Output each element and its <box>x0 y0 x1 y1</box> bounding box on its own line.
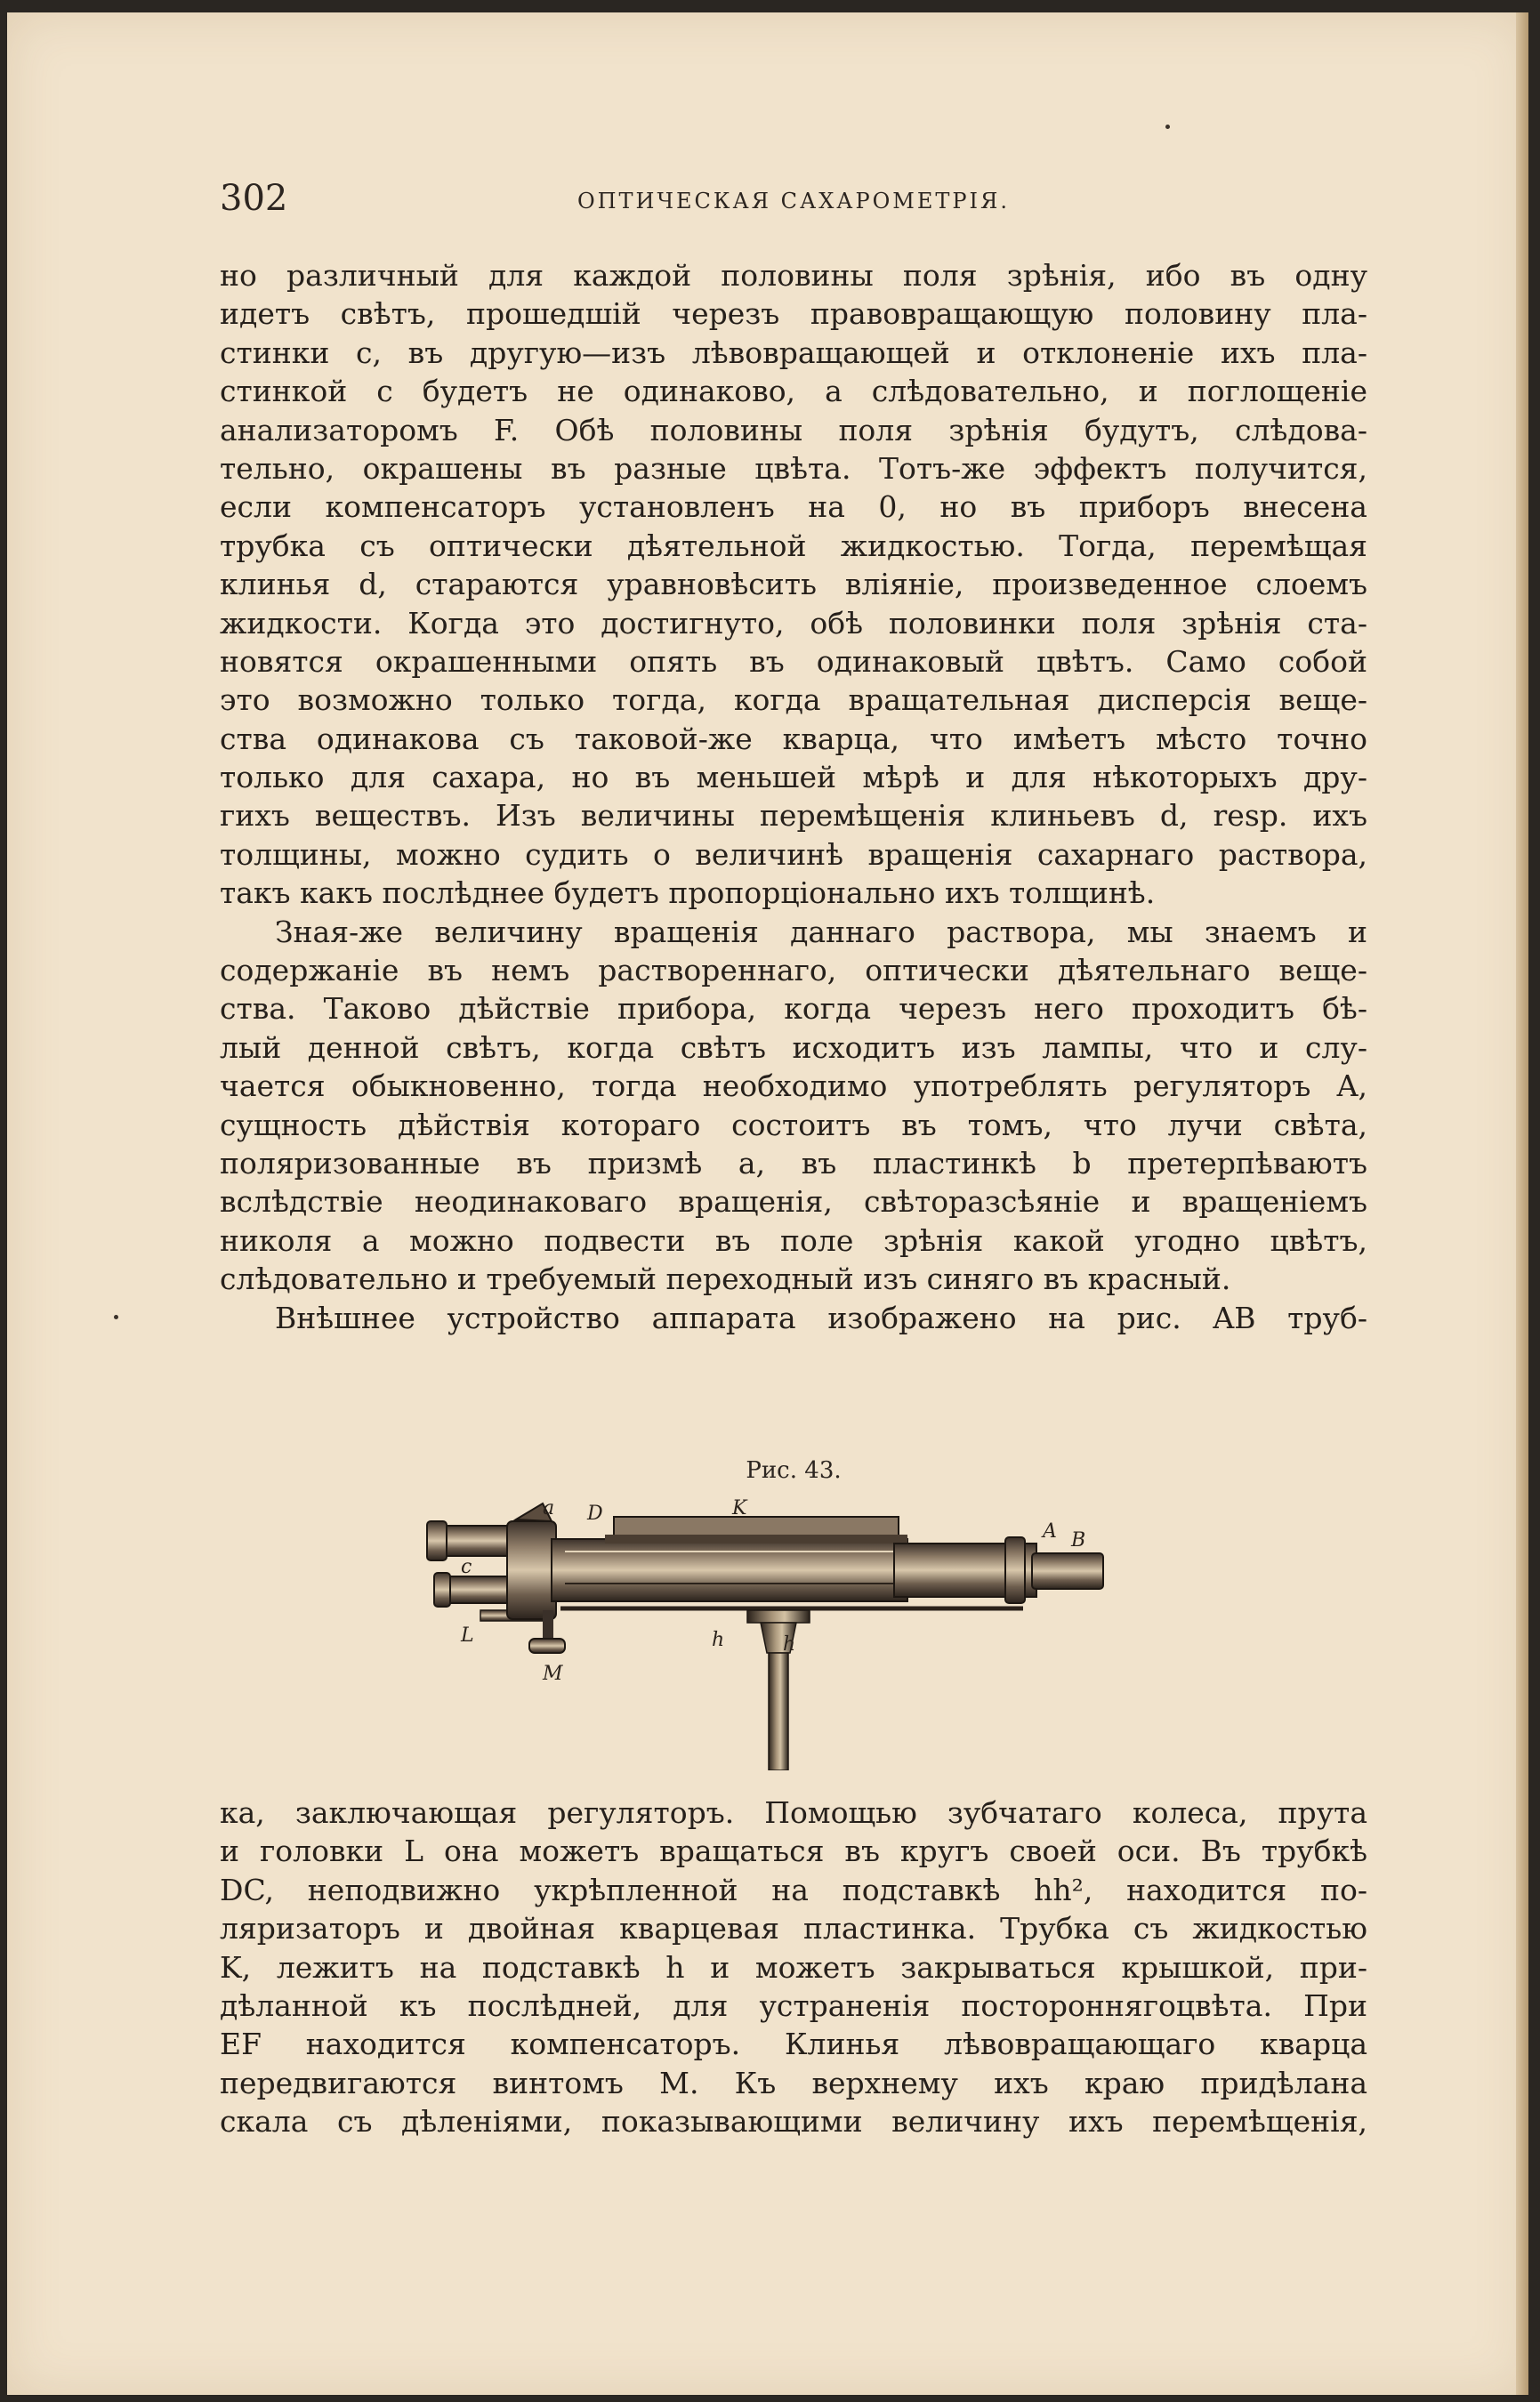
text-line: только для сахара, но въ меньшей мѣрѣ и для нѣкоторыхъ дру- <box>220 760 1367 795</box>
text-line: сущность дѣйствія котораго состоитъ въ томъ, что лучи свѣта, <box>220 1107 1367 1142</box>
label-h-left: h <box>712 1629 725 1651</box>
text-line: Зная-же величину вращенія даннаго раствора, мы знаемъ и <box>275 914 1367 949</box>
analyzer-head <box>507 1503 556 1619</box>
paper-speck <box>1165 125 1170 129</box>
text-line: это возможно только тогда, когда вращательная дисперсія веще- <box>220 682 1367 718</box>
text-line: стинки с, въ другую—изъ лѣвовращающей и отклоненіе ихъ пла- <box>220 335 1367 370</box>
saccharimeter-illustration <box>409 1495 1165 1770</box>
paper-speck <box>114 1315 118 1319</box>
text-line: новятся окрашенными опять въ одинаковый цвѣтъ. Само собой <box>220 643 1367 679</box>
text-line: анализаторомъ F. Обѣ половины поля зрѣнія будутъ, слѣдова- <box>220 412 1367 447</box>
text-line: толщины, можно судить о величинѣ вращенія сахарнаго раствора, <box>220 836 1367 872</box>
text-before-figure <box>220 256 1367 1337</box>
label-M: M <box>543 1663 563 1685</box>
label-D: D <box>587 1503 603 1525</box>
text-line: K, лежитъ на подставкѣ h и можетъ закрываться крышкой, при- <box>220 1949 1367 1985</box>
label-K: K <box>732 1497 747 1519</box>
text-line: ка, заключающая регуляторъ. Помощью зубчатаго колеса, прута <box>220 1795 1367 1830</box>
figure-caption: Рис. 43. <box>746 1457 842 1484</box>
label-B: B <box>1071 1529 1086 1552</box>
text-line: вслѣдствіе неодинаковаго вращенія, свѣторазсѣяніе и вращеніемъ <box>220 1184 1367 1220</box>
text-line: дѣланной къ послѣдней, для устраненія постороннягоцвѣта. При <box>220 1987 1367 2023</box>
label-A: A <box>1043 1520 1057 1543</box>
text-line: DC, неподвижно укрѣпленной на подставкѣ hh², находится по- <box>220 1872 1367 1907</box>
text-line: такъ какъ послѣднее будетъ пропорціонально ихъ толщинѣ. <box>220 875 1156 911</box>
text-line: идетъ свѣтъ, прошедшій черезъ правовращающую половину пла- <box>220 296 1367 332</box>
main-tube <box>552 1517 1103 1608</box>
page-edge <box>1516 12 1528 2395</box>
label-L: L <box>461 1624 474 1647</box>
label-h-right: h <box>783 1633 796 1656</box>
text-line: гихъ веществъ. Изъ величины перемѣщенія клиньевъ d, resp. ихъ <box>220 798 1367 834</box>
text-line: лый денной свѣтъ, когда свѣтъ исходитъ изъ лампы, что и слу- <box>220 1029 1367 1065</box>
text-line: поляризованные въ призмѣ a, въ пластинкѣ b претерпѣваютъ <box>220 1145 1367 1181</box>
figure-43-saccharimeter <box>409 1495 1165 1770</box>
text-line: но различный для каждой половины поля зрѣнія, ибо въ одну <box>220 258 1367 293</box>
text-line: чается обыкновенно, тогда необходимо употреблять регуляторъ A, <box>220 1068 1367 1104</box>
text-line: клинья d, стараются уравновѣсить вліяніе, произведенное слоемъ <box>220 567 1367 602</box>
text-line: и головки L она можетъ вращаться въ кругъ своей оси. Въ трубкѣ <box>220 1834 1367 1869</box>
text-line: стинкой с будетъ не одинаково, а слѣдовательно, и поглощеніе <box>220 374 1367 409</box>
text-line: ляризаторъ и двойная кварцевая пластинка. Трубка съ жидкостью <box>220 1911 1367 1947</box>
text-line: николя a можно подвести въ поле зрѣнія какой угодно цвѣтъ, <box>220 1222 1367 1258</box>
label-a: a <box>543 1497 555 1519</box>
text-line: трубка съ оптически дѣятельной жидкостью. Тогда, перемѣщая <box>220 528 1367 563</box>
text-line: слѣдовательно и требуемый переходный изъ синяго въ красный. <box>220 1261 1231 1297</box>
text-line: EF находится компенсаторъ. Клинья лѣвовращающаго кварца <box>220 2027 1367 2062</box>
page-header <box>220 178 1367 231</box>
text-line: ства. Таково дѣйствіе прибора, когда черезъ него проходитъ бѣ- <box>220 991 1367 1027</box>
running-title: ОПТИЧЕСКАЯ САХАРОМЕТРІЯ. <box>576 189 1011 214</box>
text-line: скала съ дѣленіями, показывающими величину ихъ перемѣщенія, <box>220 2104 1367 2140</box>
text-line: передвигаются винтомъ M. Къ верхнему ихъ краю придѣлана <box>220 2065 1367 2100</box>
text-line: тельно, окрашены въ разные цвѣта. Тотъ-же эффектъ получится, <box>220 450 1367 486</box>
text-line: жидкости. Когда это достигнуто, обѣ половинки поля зрѣнія ста- <box>220 605 1367 641</box>
text-line: ства одинакова съ таковой-же кварца, что имѣетъ мѣсто точно <box>220 721 1367 756</box>
page-number: 302 <box>220 178 288 219</box>
label-c: c <box>461 1556 472 1578</box>
text-line: содержаніе въ немъ раствореннаго, оптически дѣятельнаго веще- <box>220 953 1367 988</box>
text-after-figure <box>220 1793 1367 2141</box>
text-line: если компенсаторъ установленъ на 0, но въ приборъ внесена <box>220 489 1367 525</box>
stand <box>747 1610 810 1770</box>
text-line: Внѣшнее устройство аппарата изображено на рис. AB труб- <box>275 1300 1367 1335</box>
